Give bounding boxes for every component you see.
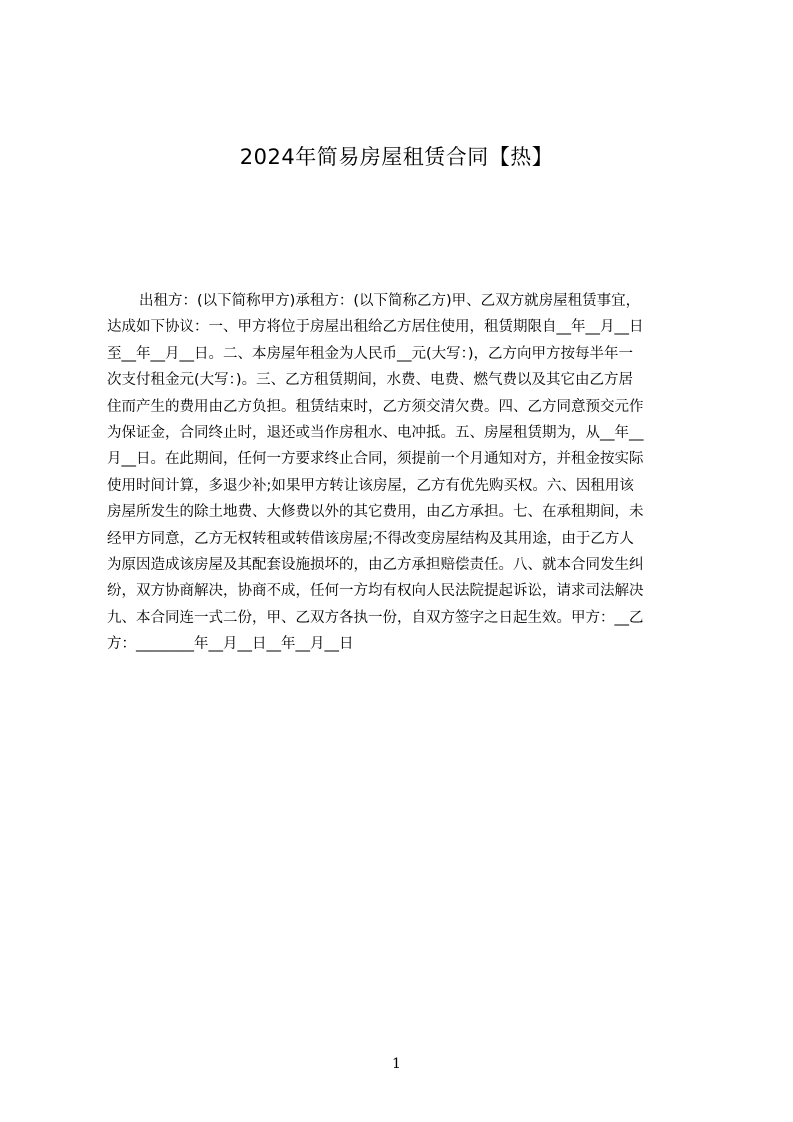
body-line-9: 房屋所发生的除土地费、大修费以外的其它费用，由乙方承担。七、在承租期间，未	[107, 504, 644, 521]
body-line-8: 使用时间计算，多退少补;如果甲方转让该房屋，乙方有优先购买权。六、因租用该	[107, 477, 634, 494]
body-line-14: 方：________年__月__日__年__月__日	[107, 636, 354, 653]
body-line-11: 为原因造成该房屋及其配套设施损坏的，由乙方承担赔偿责任。八、就本合同发生纠	[107, 556, 644, 573]
page-number: 1	[392, 1056, 401, 1072]
body-line-13: 九、本合同连一式二份，甲、乙双方各执一份，自双方签字之日起生效。甲方：__乙	[107, 609, 644, 626]
body-line-10: 经甲方同意，乙方无权转租或转借该房屋;不得改变房屋结构及其用途，由于乙方人	[107, 530, 634, 547]
document-title: 2024年简易房屋租赁合同【热】	[239, 145, 554, 169]
body-line-2: 达成如下协议：一、甲方将位于房屋出租给乙方居住使用，租赁期限自__年__月__日	[107, 319, 644, 336]
body-line-6: 为保证金，合同终止时，退还或当作房租水、电冲抵。五、房屋租赁期为，从__年__	[107, 424, 644, 441]
body-line-3: 至__年__月__日。二、本房屋年租金为人民币__元(大写：)，乙方向甲方按每半年一	[107, 345, 634, 362]
body-line-12: 纷，双方协商解决，协商不成，任何一方均有权向人民法院提起诉讼，请求司法解决	[107, 583, 644, 600]
body-line-4: 次支付租金元(大写：)。三、乙方租赁期间，水费、电费、燃气费以及其它由乙方居	[107, 372, 634, 389]
body-line-7: 月__日。在此期间，任何一方要求终止合同，须提前一个月通知对方，并租金按实际	[107, 451, 644, 468]
body-line-1: 出租方：(以下简称甲方)承租方：(以下简称乙方)甲、乙双方就房屋租赁事宜，	[139, 293, 641, 309]
contract-body	[107, 288, 699, 657]
body-line-5: 住而产生的费用由乙方负担。租赁结束时，乙方须交清欠费。四、乙方同意预交元作	[107, 398, 644, 415]
